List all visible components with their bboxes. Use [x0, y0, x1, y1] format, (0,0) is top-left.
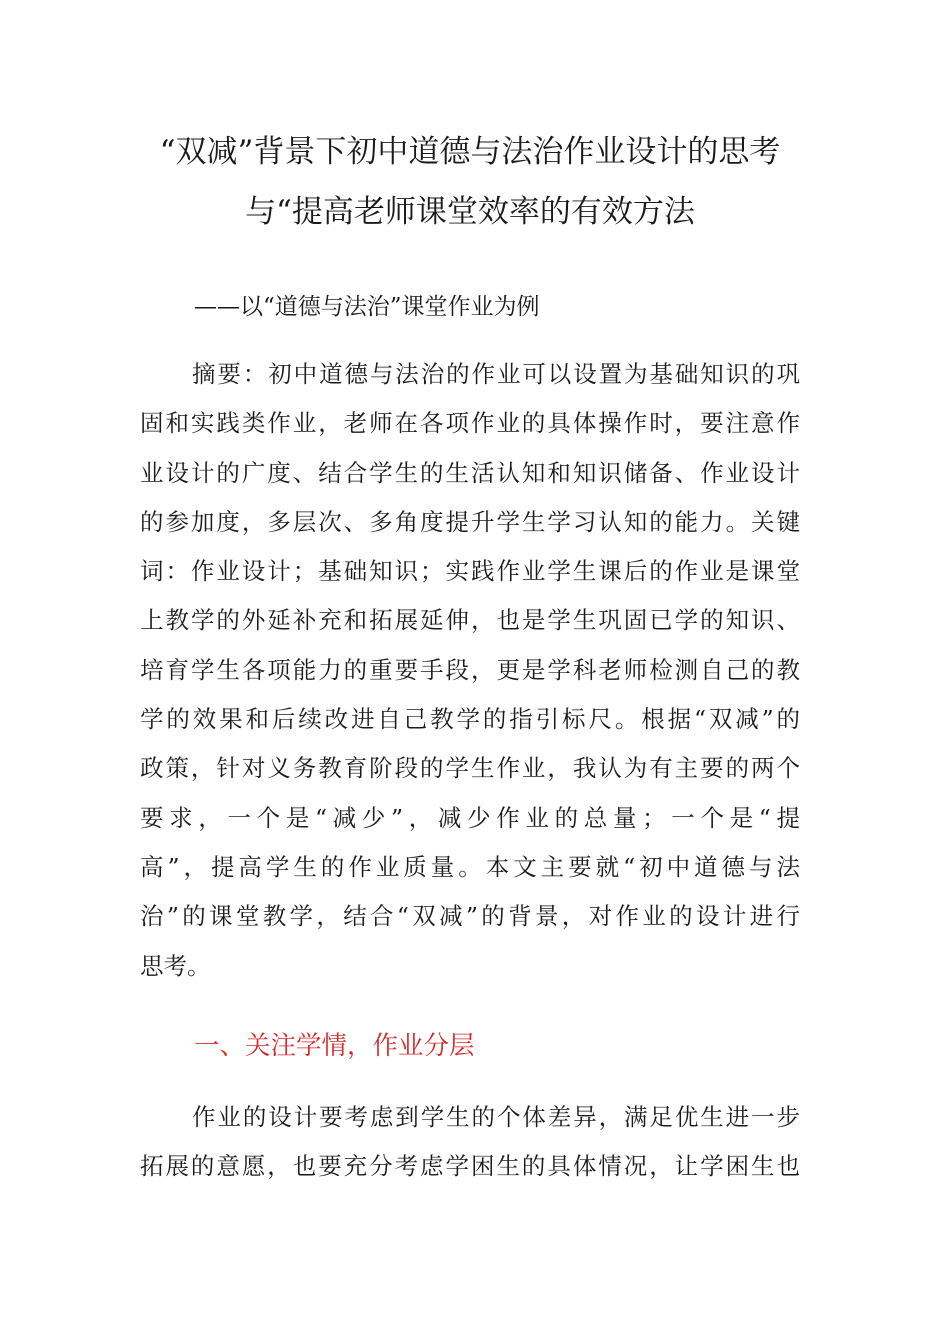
abstract-line: 的参加度，多层次、多角度提升学生学习认知的能力。关键 [140, 507, 800, 536]
abstract-line: 思考。 [140, 951, 211, 980]
abstract-line: 上教学的外延补充和拓展延伸，也是学生巩固已学的知识、 [140, 606, 800, 635]
abstract-line: 业设计的广度、结合学生的生活认知和知识储备、作业设计 [140, 458, 800, 487]
document-title-line-2: 与“提高老师课堂效率的有效方法 [245, 194, 695, 230]
abstract-line: 培育学生各项能力的重要手段，更是学科老师检测自己的教 [140, 655, 800, 684]
abstract-line: 政策，针对义务教育阶段的学生作业，我认为有主要的两个 [140, 754, 800, 783]
section-1-line: 拓展的意愿，也要充分考虑学困生的具体情况，让学困生也 [140, 1152, 800, 1181]
abstract-line: 高”，提高学生的作业质量。本文主要就“初中道德与法 [140, 852, 800, 881]
document-subtitle: ——以“道德与法治”课堂作业为例 [194, 294, 540, 320]
abstract-line: 要求，一个是“减少”，减少作业的总量；一个是“提 [140, 803, 800, 832]
section-1-line: 作业的设计要考虑到学生的个体差异，满足优生进一步 [192, 1103, 800, 1131]
abstract-line: 固和实践类作业，老师在各项作业的具体操作时，要注意作 [140, 409, 800, 438]
section-1-paragraph [140, 1093, 800, 1192]
section-1-heading: 一、关注学情，作业分层 [194, 1031, 475, 1061]
abstract-line: 摘要：初中道德与法治的作业可以设置为基础知识的巩 [192, 360, 800, 388]
document-title-line-1: “双减”背景下初中道德与法治作业设计的思考 [159, 134, 781, 170]
abstract-paragraph [140, 350, 800, 991]
abstract-line: 学的效果和后续改进自己教学的指引标尺。根据“双减”的 [140, 705, 800, 734]
abstract-line: 词：作业设计；基础知识；实践作业学生课后的作业是课堂 [140, 557, 800, 586]
abstract-line: 治”的课堂教学，结合“双减”的背景，对作业的设计进行 [140, 902, 800, 931]
